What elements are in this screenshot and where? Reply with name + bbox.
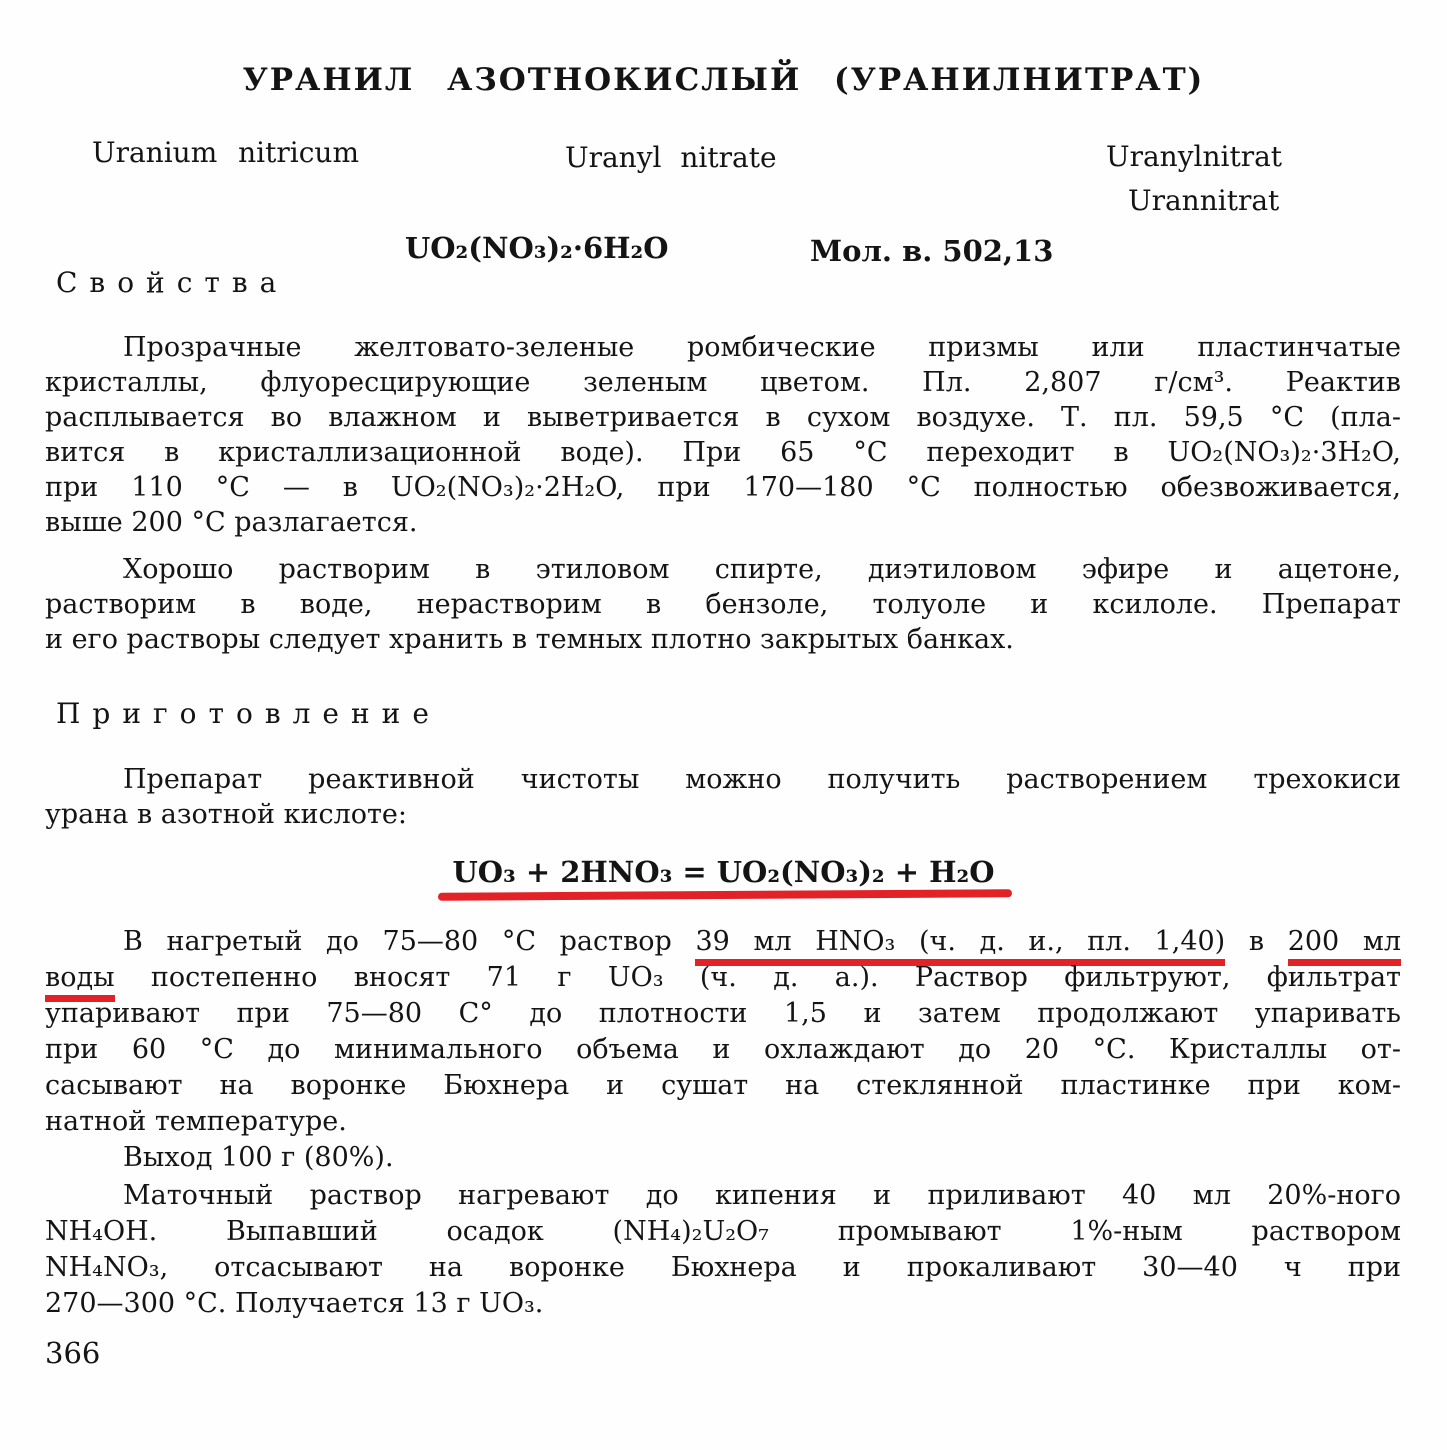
- text-line: выше 200 °С разлагается.: [45, 507, 418, 538]
- text-line: Препарат реактивной чистоты можно получить растворением трехокиси: [123, 764, 1401, 795]
- red-underlined-text: 39 мл HNO₃ (ч. д. и., пл. 1,40): [695, 926, 1225, 966]
- text-segment: постепенно вносят 71 г UO₃ (ч. д. а.). Раствор фильтруют, фильтрат: [114, 962, 1401, 993]
- text-line: [45, 924, 1401, 960]
- text-line: при 60 °С до минимального объема и охлаждают до 20 °С. Кристаллы от-: [45, 1034, 1401, 1065]
- text-line: Выход 100 г (80%).: [123, 1142, 394, 1173]
- properties-paragraph-1: [45, 330, 1401, 540]
- page-title: УРАНИЛ АЗОТНОКИСЛЫЙ (УРАНИЛНИТРАТ): [242, 62, 1205, 98]
- text-line: Хорошо растворим в этиловом спирте, диэтиловом эфире и ацетоне,: [123, 554, 1401, 585]
- text-line: урана в азотной кислоте:: [45, 799, 407, 830]
- text-line: расплывается во влажном и выветривается в сухом воздухе. Т. пл. 59,5 °С (пла-: [45, 402, 1401, 433]
- text-line: Маточный раствор нагревают до кипения и приливают 40 мл 20%-ного: [123, 1180, 1401, 1211]
- yield-paragraph: [45, 1140, 1401, 1175]
- text-line: упаривают при 75—80 С° до плотности 1,5 и затем продолжают упаривать: [45, 998, 1401, 1029]
- text-line: Прозрачные желтовато-зеленые ромбические призмы или пластинчатые: [123, 332, 1401, 363]
- section-heading-properties: Свойства: [56, 266, 289, 299]
- mother-liquor-paragraph: [45, 1178, 1401, 1322]
- text-line: растворим в воде, нерастворим в бензоле, толуоле и ксилоле. Препарат: [45, 589, 1401, 620]
- molecular-weight: Мол. в. 502,13: [810, 234, 1054, 268]
- procedure-paragraph: [45, 924, 1401, 1140]
- red-underlined-text: воды: [45, 962, 115, 1002]
- text-segment: в: [1225, 926, 1288, 957]
- text-line: натной температуре.: [45, 1106, 347, 1137]
- text-line: NH₄NO₃, отсасывают на воронке Бюхнера и прокаливают 30—40 ч при: [45, 1252, 1401, 1283]
- text-line: кристаллы, флуоресцирующие зеленым цветом. Пл. 2,807 г/см³. Реактив: [45, 367, 1401, 398]
- synonym-german-1: Uranylnitrat: [1106, 140, 1283, 173]
- chemical-equation-red-underlined: UO₃ + 2HNO₃ = UO₂(NO₃)₂ + H₂O: [444, 855, 1002, 899]
- properties-paragraph-2: [45, 552, 1401, 657]
- text-line: и его растворы следует хранить в темных плотно закрытых банках.: [45, 624, 1014, 655]
- preparation-intro-paragraph: [45, 762, 1401, 832]
- text-line: сасывают на воронке Бюхнера и сушат на стеклянной пластинке при ком-: [45, 1070, 1401, 1101]
- section-heading-preparation: Приготовление: [56, 697, 441, 730]
- text-line: при 110 °С — в UO₂(NO₃)₂·2H₂O, при 170—180 °С полностью обезвоживается,: [45, 472, 1401, 503]
- text-segment: В нагретый до 75—80 °С раствор: [123, 926, 696, 957]
- text-line: [45, 960, 1401, 996]
- text-line: вится в кристаллизационной воде). При 65 °С переходит в UO₂(NO₃)₂·3H₂O,: [45, 437, 1401, 468]
- synonym-latin: Uranium nitricum: [92, 136, 359, 169]
- synonym-english: Uranyl nitrate: [565, 141, 777, 174]
- page-number: 366: [45, 1336, 101, 1370]
- red-underlined-text: 200 мл: [1288, 926, 1401, 966]
- chemical-formula: UO₂(NO₃)₂·6H₂O: [405, 231, 669, 265]
- equation-row: [0, 855, 1447, 899]
- text-line: 270—300 °С. Получается 13 г UO₃.: [45, 1288, 544, 1319]
- synonym-german-2: Urannitrat: [1128, 184, 1280, 217]
- text-line: NH₄OH. Выпавший осадок (NH₄)₂U₂O₇ промывают 1%-ным раствором: [45, 1216, 1401, 1247]
